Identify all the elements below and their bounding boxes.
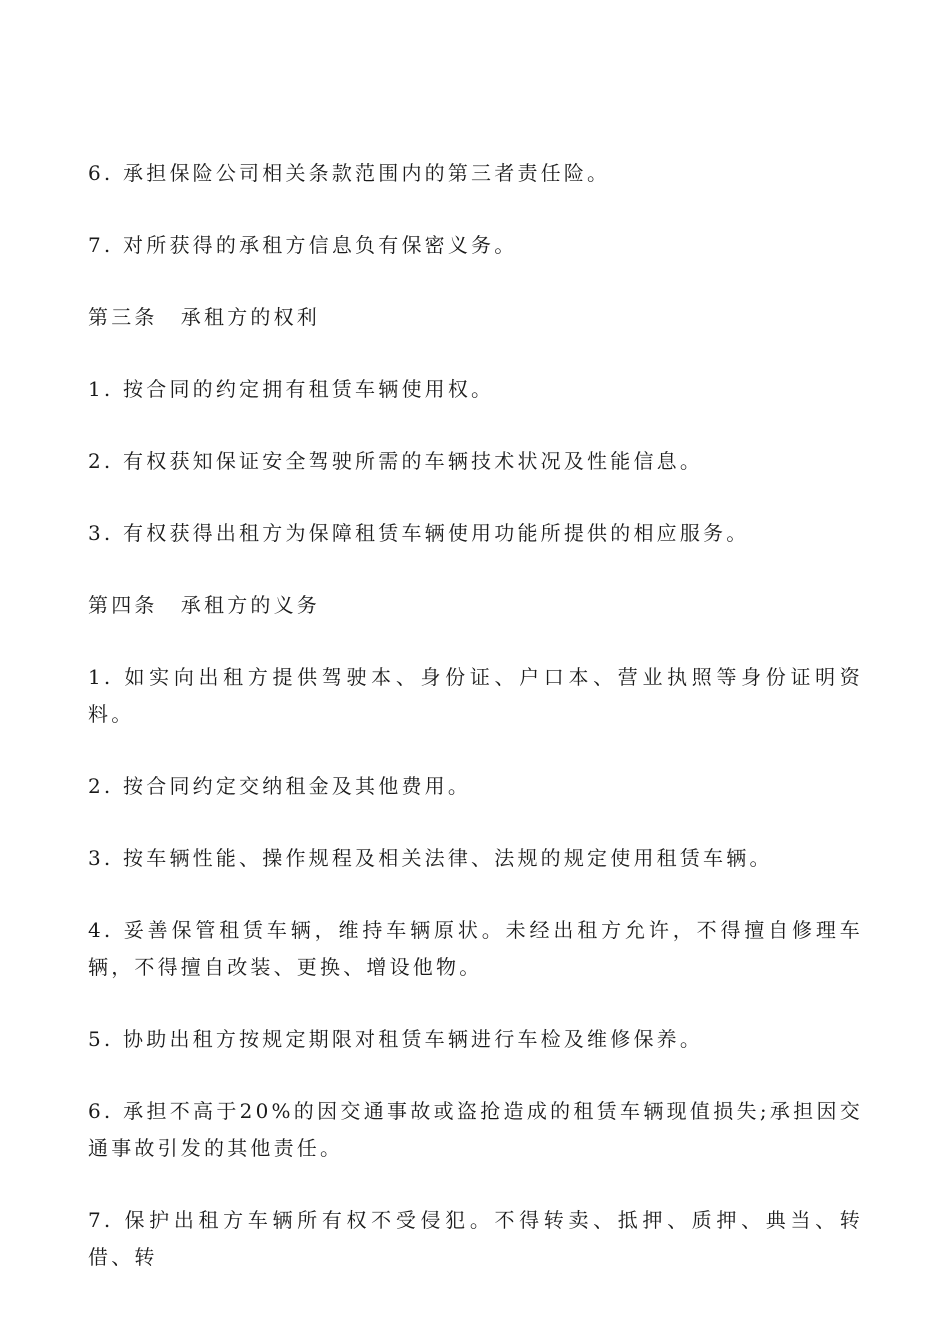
section-heading: 第三条 承租方的权利 — [88, 305, 320, 329]
clause-item: 2. 有权获知保证安全驾驶所需的车辆技术状况及性能信息。 — [88, 449, 704, 473]
clause-item: 6. 承担保险公司相关条款范围内的第三者责任险。 — [88, 161, 611, 185]
clause-item: 7. 保护出租方车辆所有权不受侵犯。不得转卖、抵押、质押、典当、转借、转 — [88, 1208, 863, 1269]
clause-item: 3. 有权获得出租方为保障租赁车辆使用功能所提供的相应服务。 — [88, 521, 750, 545]
clause-item: 4. 妥善保管租赁车辆，维持车辆原状。未经出租方允许，不得擅自修理车辆，不得擅自改装、更换、增设他物。 — [88, 918, 863, 979]
clause-item: 1. 如实向出租方提供驾驶本、身份证、户口本、营业执照等身份证明资料。 — [88, 665, 863, 726]
document-page — [88, 155, 863, 1311]
clause-item: 1. 按合同的约定拥有租赁车辆使用权。 — [88, 377, 495, 401]
clause-item: 3. 按车辆性能、操作规程及相关法律、法规的规定使用租赁车辆。 — [88, 846, 773, 870]
clause-item: 7. 对所获得的承租方信息负有保密义务。 — [88, 233, 518, 257]
clause-item: 2. 按合同约定交纳租金及其他费用。 — [88, 774, 472, 798]
clause-item: 6. 承担不高于20%的因交通事故或盗抢造成的租赁车辆现值损失;承担因交通事故引发的其他责任。 — [88, 1099, 863, 1160]
clause-item: 5. 协助出租方按规定期限对租赁车辆进行车检及维修保养。 — [88, 1027, 704, 1051]
section-heading: 第四条 承租方的义务 — [88, 593, 320, 617]
